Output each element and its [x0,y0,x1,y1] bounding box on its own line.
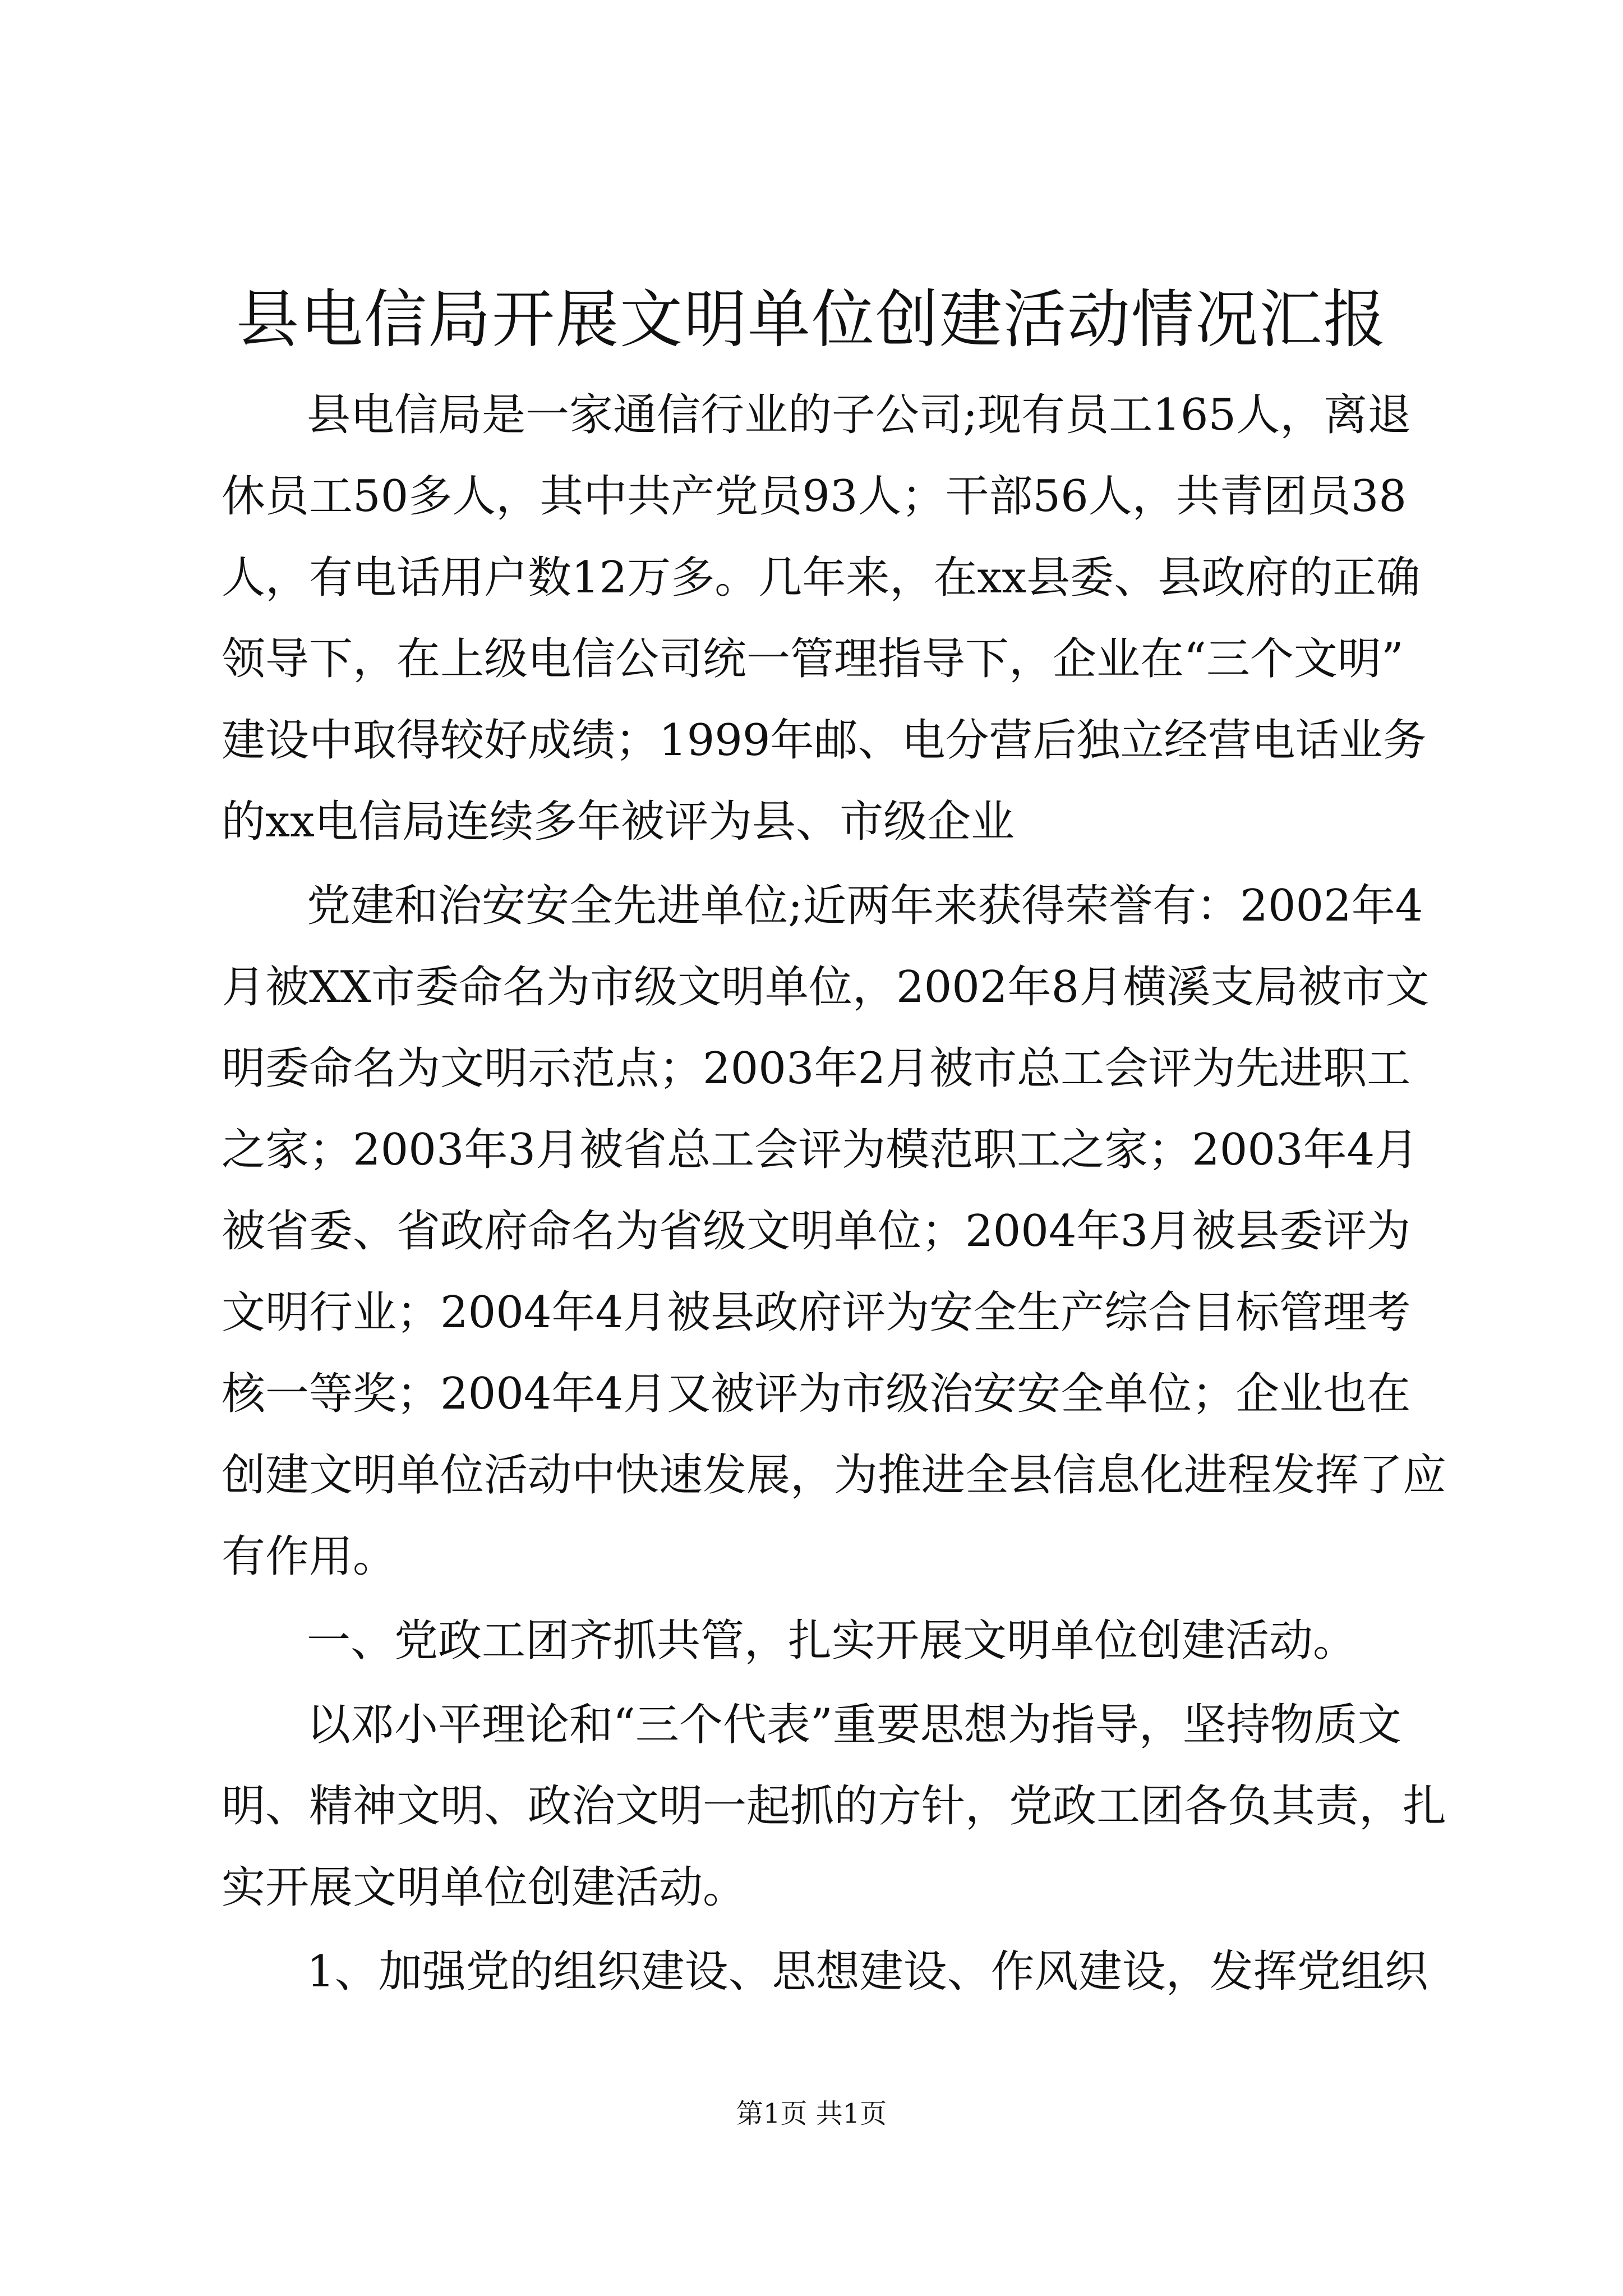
body-line-5: 建设中取得较好成绩；1999年邮、电分营后独立经营电话业务 [222,715,1427,766]
body-line-9: 明委命名为文明示范点；2003年2月被市总工会评为先进职工 [222,1043,1411,1094]
body-line-15: 有作用。 [222,1531,397,1582]
body-line-2: 休员工50多人，其中共产党员93人；干部56人，共青团员38 [222,471,1407,522]
body-line-7: 党建和治安安全先进单位;近两年来获得荣誉有：2002年4 [307,881,1423,931]
body-line-1: 县电信局是一家通信行业的子公司;现有员工165人，离退 [307,390,1412,440]
body-line-14: 创建文明单位活动中快速发展，为推进全县信息化进程发挥了应 [222,1450,1447,1501]
document-title: 县电信局开展文明单位创建活动情况汇报 [236,283,1387,356]
body-line-10: 之家；2003年3月被省总工会评为模范职工之家；2003年4月 [222,1125,1419,1175]
body-line-8: 月被XX市委命名为市级文明单位，2002年8月横溪支局被市文 [222,962,1430,1013]
body-line-6: 的xx电信局连续多年被评为县、市级企业 [222,797,1015,847]
body-line-20: 1、加强党的组织建设、思想建设、作风建设，发挥党组织 [307,1947,1428,1997]
section-heading-1: 一、党政工团齐抓共管，扎实开展文明单位创建活动。 [307,1616,1357,1666]
body-line-13: 核一等奖；2004年4月又被评为市级治安安全单位；企业也在 [222,1369,1411,1419]
page-footer: 第1页 共1页 [736,2098,887,2129]
body-line-17: 以邓小平理论和“三个代表”重要思想为指导，坚持物质文 [307,1700,1401,1750]
body-line-3: 人，有电话用户数12万多。几年来，在xx县委、县政府的正确 [222,553,1421,603]
body-line-12: 文明行业；2004年4月被县政府评为安全生产综合目标管理考 [222,1287,1411,1338]
body-line-11: 被省委、省政府命名为省级文明单位；2004年3月被县委评为 [222,1206,1411,1257]
body-line-19: 实开展文明单位创建活动。 [222,1862,747,1913]
body-line-4: 领导下，在上级电信公司统一管理指导下，企业在“三个文明” [222,634,1404,684]
body-line-18: 明、精神文明、政治文明一起抓的方针，党政工团各负其责，扎 [222,1781,1447,1832]
